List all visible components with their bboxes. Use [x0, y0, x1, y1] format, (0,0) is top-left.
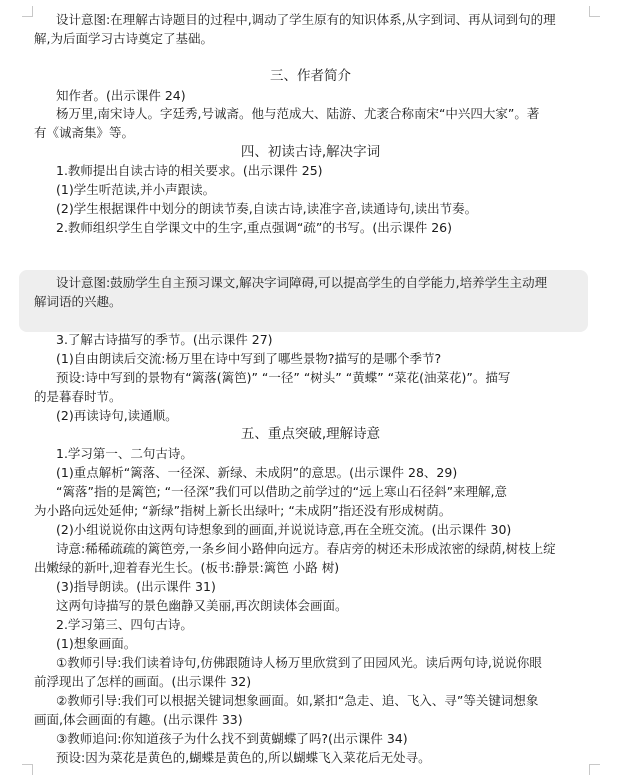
paragraph-line: 3.了解古诗描写的季节。(出示课件 27)	[56, 332, 273, 347]
paragraph-line: 的是暮春时节。	[34, 389, 122, 404]
paragraph-line: 设计意图:鼓励学生自主预习课文,解决字词障碍,可以提高学生的自学能力,培养学生主动理	[56, 275, 548, 290]
paragraph-line: 预设:诗中写到的景物有“篱落(篱笆)” “一径” “树头” “黄蝶” “菜花(油菜花)”。描写	[56, 370, 511, 385]
paragraph-line: 这两句诗描写的景色幽静又美丽,再次朗读体会画面。	[56, 598, 348, 613]
paragraph-line: (2)小组说说你由这两句诗想象到的画面,并说说诗意,再在全班交流。(出示课件 30)	[56, 522, 512, 537]
paragraph-line: 杨万里,南宋诗人。字廷秀,号诚斋。他与范成大、陆游、尤袤合称南宋“中兴四大家”。著	[56, 106, 540, 121]
paragraph-line: 1.学习第一、二句古诗。	[56, 446, 193, 461]
page-corner-mark	[22, 764, 33, 775]
paragraph-line: (1)自由朗读后交流:杨万里在诗中写到了哪些景物?描写的是哪个季节?	[56, 351, 442, 366]
paragraph-line: ②教师引导:我们可以根据关键词想象画面。如,紧扣“急走、追、飞入、寻”等关键词想象	[56, 693, 539, 708]
paragraph-line: 前浮现出了怎样的画面。(出示课件 32)	[34, 674, 252, 689]
paragraph-line: 为小路向远处延伸; “新绿”指树上新长出绿叶; “未成阴”指还没有形成树荫。	[34, 503, 452, 518]
paragraph-line: 2.教师组织学生自学课文中的生字,重点强调“疏”的书写。(出示课件 26)	[56, 220, 452, 235]
section-heading: 三、作者简介	[270, 68, 351, 84]
section-heading: 五、重点突破,理解诗意	[240, 426, 381, 442]
paragraph-line: (1)重点解析“篱落、一径深、新绿、未成阴”的意思。(出示课件 28、29)	[56, 465, 458, 480]
paragraph-line: 有《诚斋集》等。	[34, 125, 135, 140]
page-corner-mark	[22, 6, 33, 17]
paragraph-line: 诗意:稀稀疏疏的篱笆旁,一条乡间小路伸向远方。春店旁的树还未形成浓密的绿荫,树枝上绽	[56, 541, 556, 556]
paragraph-line: (1)想象画面。	[56, 636, 137, 651]
paragraph-line: 解,为后面学习古诗奠定了基础。	[34, 31, 213, 46]
paragraph-line: ③教师追问:你知道孩子为什么找不到黄蝴蝶了吗?(出示课件 34)	[56, 731, 408, 746]
paragraph-line: (3)指导朗读。(出示课件 31)	[56, 579, 216, 594]
paragraph-line: 2.学习第三、四句古诗。	[56, 617, 193, 632]
paragraph-line: 1.教师提出自读古诗的相关要求。(出示课件 25)	[56, 163, 323, 178]
paragraph-line: ①教师引导:我们读着诗句,仿佛跟随诗人杨万里欣赏到了田园风光。读后两句诗,说说你眼	[56, 655, 542, 670]
paragraph-line: (1)学生听范读,并小声跟读。	[56, 182, 216, 197]
paragraph-line: (2)再读诗句,读通顺。	[56, 408, 178, 423]
paragraph-line: 预设:因为菜花是黄色的,蝴蝶是黄色的,所以蝴蝶飞入菜花后无处寻。	[56, 750, 431, 765]
paragraph-line: “篱落”指的是篱笆; “一径深”我们可以借助之前学过的“远上寒山石径斜”来理解,意	[56, 484, 508, 499]
paragraph-line: 解词语的兴趣。	[34, 294, 122, 309]
section-heading: 四、初读古诗,解决字词	[240, 144, 381, 160]
paragraph-line: 设计意图:在理解古诗题目的过程中,调动了学生原有的知识体系,从字到词、再从词到句的理	[56, 12, 556, 27]
paragraph-line: 知作者。(出示课件 24)	[56, 88, 186, 103]
paragraph-line: (2)学生根据课件中划分的朗读节奏,自读古诗,读准字音,读通诗句,读出节奏。	[56, 201, 478, 216]
paragraph-line: 出嫩绿的新叶,迎着春光生长。(板书:静景:篱笆 小路 树)	[34, 560, 340, 575]
paragraph-line: 画面,体会画面的有趣。(出示课件 33)	[34, 712, 243, 727]
